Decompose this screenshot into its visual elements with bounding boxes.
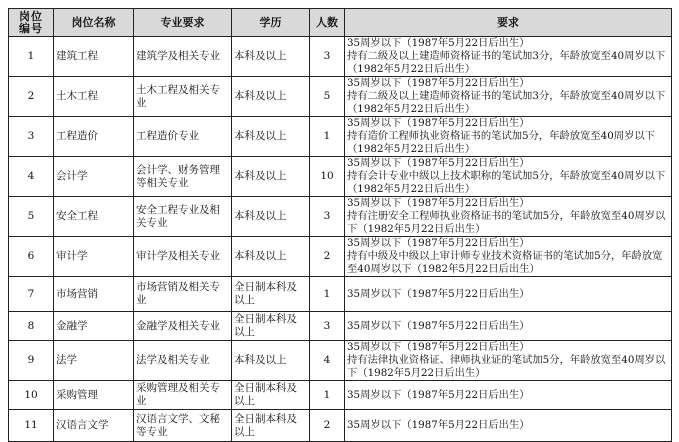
cell-requirements: 35周岁以下（1987年5月22日后出生） 持有法律执业资格证、律师执业证的笔试加5分，年龄放宽至40周岁以下（1982年5月22日后出生） <box>345 341 672 381</box>
cell-major: 采购管理及相关专业 <box>134 381 232 410</box>
cell-position-name: 采购管理 <box>54 381 134 410</box>
cell-count: 5 <box>310 77 345 117</box>
cell-count: 3 <box>310 312 345 341</box>
cell-count: 3 <box>310 197 345 237</box>
cell-position-name: 汉语言文学 <box>54 410 134 442</box>
cell-requirements: 35周岁以下（1987年5月22日后出生） <box>345 277 672 312</box>
cell-position-name: 建筑工程 <box>54 37 134 77</box>
cell-education: 本科及以上 <box>232 237 310 277</box>
cell-id: 8 <box>9 312 54 341</box>
cell-position-name: 金融学 <box>54 312 134 341</box>
cell-education: 本科及以上 <box>232 157 310 197</box>
cell-education: 本科及以上 <box>232 197 310 237</box>
job-requirements-table <box>8 8 672 442</box>
header-education: 学历 <box>232 9 310 37</box>
cell-position-name: 安全工程 <box>54 197 134 237</box>
table-row <box>9 410 672 442</box>
cell-major: 审计学及相关专业 <box>134 237 232 277</box>
header-major: 专业要求 <box>134 9 232 37</box>
header-name: 岗位名称 <box>54 9 134 37</box>
cell-major: 建筑学及相关专业 <box>134 37 232 77</box>
header-requirements: 要求 <box>345 9 672 37</box>
cell-count: 10 <box>310 157 345 197</box>
cell-id: 4 <box>9 157 54 197</box>
cell-major: 安全工程专业及相关专业 <box>134 197 232 237</box>
cell-id: 1 <box>9 37 54 77</box>
cell-education: 全日制本科及以上 <box>232 381 310 410</box>
cell-major: 金融学及相关专业 <box>134 312 232 341</box>
cell-education: 本科及以上 <box>232 37 310 77</box>
table-row <box>9 381 672 410</box>
cell-education: 本科及以上 <box>232 77 310 117</box>
cell-position-name: 工程造价 <box>54 117 134 157</box>
cell-requirements: 35周岁以下（1987年5月22日后出生） 持有注册安全工程师执业资格证书的笔试加5分，年龄放宽至40周岁以下（1982年5月22日后出生） <box>345 197 672 237</box>
cell-requirements: 35周岁以下（1987年5月22日后出生） 持有中级及中级以上审计师专业技术资格证书的笔试加5分，年龄放宽至40周岁以下（1982年5月22日后出生） <box>345 237 672 277</box>
table-row <box>9 37 672 77</box>
table-row <box>9 312 672 341</box>
cell-requirements: 35周岁以下（1987年5月22日后出生） 持有二级及以上建造师资格证书的笔试加3分，年龄放宽至40周岁以下（1982年5月22日后出生） <box>345 37 672 77</box>
cell-requirements: 35周岁以下（1987年5月22日后出生） 持有造价工程师执业资格证书的笔试加5分，年龄放宽至40周岁以下（1982年5月22日后出生） <box>345 117 672 157</box>
cell-requirements: 35周岁以下（1987年5月22日后出生） <box>345 410 672 442</box>
cell-count: 4 <box>310 341 345 381</box>
cell-position-name: 土木工程 <box>54 77 134 117</box>
cell-requirements: 35周岁以下（1987年5月22日后出生） <box>345 381 672 410</box>
cell-id: 10 <box>9 381 54 410</box>
cell-major: 市场营销及相关专业 <box>134 277 232 312</box>
cell-education: 全日制本科及以上 <box>232 277 310 312</box>
cell-id: 6 <box>9 237 54 277</box>
cell-requirements: 35周岁以下（1987年5月22日后出生） <box>345 312 672 341</box>
cell-count: 1 <box>310 277 345 312</box>
cell-id: 7 <box>9 277 54 312</box>
cell-major: 会计学、财务管理等相关专业 <box>134 157 232 197</box>
cell-count: 3 <box>310 37 345 77</box>
table-row <box>9 237 672 277</box>
cell-count: 2 <box>310 410 345 442</box>
cell-id: 5 <box>9 197 54 237</box>
table-row <box>9 277 672 312</box>
cell-id: 9 <box>9 341 54 381</box>
cell-major: 土木工程及相关专业 <box>134 77 232 117</box>
cell-education: 本科及以上 <box>232 341 310 381</box>
header-id: 岗位 编号 <box>9 9 54 37</box>
cell-id: 11 <box>9 410 54 442</box>
cell-id: 2 <box>9 77 54 117</box>
cell-requirements: 35周岁以下（1987年5月22日后出生） 持有会计专业中级以上技术职称的笔试加5分，年龄放宽至40周岁以下（1982年5月22日后出生） <box>345 157 672 197</box>
cell-id: 3 <box>9 117 54 157</box>
cell-education: 全日制本科及以上 <box>232 410 310 442</box>
header-count: 人数 <box>310 9 345 37</box>
cell-major: 工程造价专业 <box>134 117 232 157</box>
table-row <box>9 157 672 197</box>
cell-position-name: 市场营销 <box>54 277 134 312</box>
cell-major: 汉语言文学、文秘等专业 <box>134 410 232 442</box>
cell-position-name: 会计学 <box>54 157 134 197</box>
header-row <box>9 9 672 37</box>
cell-education: 全日制本科及以上 <box>232 312 310 341</box>
table-row <box>9 117 672 157</box>
table-row <box>9 77 672 117</box>
cell-requirements: 35周岁以下（1987年5月22日后出生） 持有二级及以上建造师资格证书的笔试加3分，年龄放宽至40周岁以下（1982年5月22日后出生） <box>345 77 672 117</box>
table-row <box>9 341 672 381</box>
cell-count: 1 <box>310 381 345 410</box>
cell-position-name: 法学 <box>54 341 134 381</box>
job-table-container <box>8 8 672 442</box>
cell-position-name: 审计学 <box>54 237 134 277</box>
cell-education: 本科及以上 <box>232 117 310 157</box>
cell-major: 法学及相关专业 <box>134 341 232 381</box>
table-row <box>9 197 672 237</box>
cell-count: 1 <box>310 117 345 157</box>
cell-count: 2 <box>310 237 345 277</box>
